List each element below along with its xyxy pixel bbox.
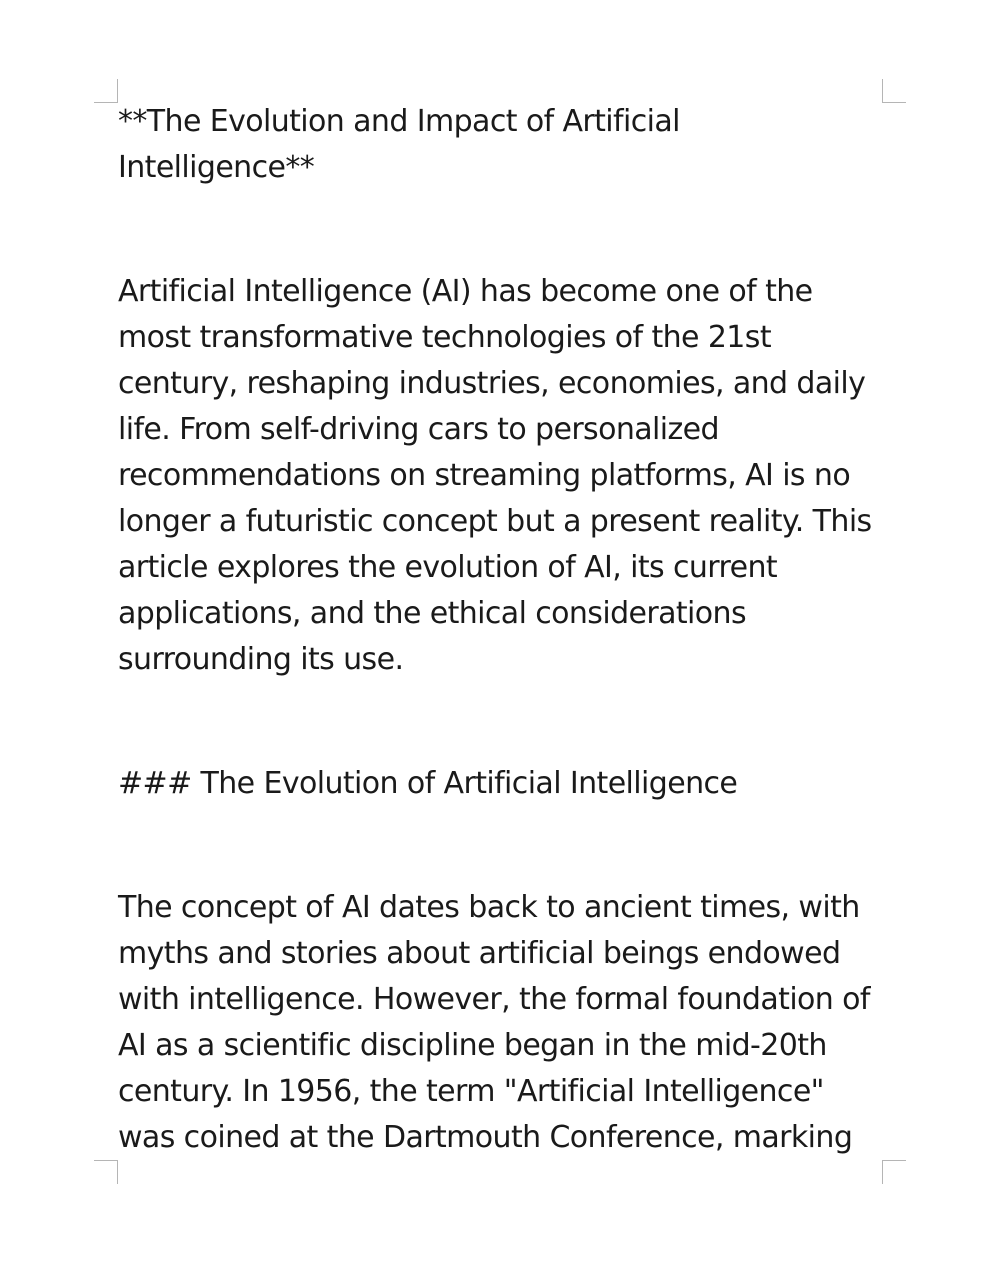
page-corner-mark-bottom-left [94, 1160, 118, 1184]
empty-paragraph [118, 191, 888, 269]
page-corner-mark-top-left [94, 79, 118, 103]
document-title: **The Evolution and Impact of Artificial Intelligence** [118, 104, 689, 185]
page-corner-mark-bottom-right [882, 1160, 906, 1184]
section-heading: ### The Evolution of Artificial Intelligence [118, 766, 738, 801]
empty-paragraph [118, 807, 888, 885]
empty-paragraph [118, 683, 888, 761]
intro-paragraph: Artificial Intelligence (AI) has become one of the most transformative technologies of the 21st century, reshaping industries, economies, and daily life. From self-driving cars to personalized recommendations on streaming platforms, AI is no longer a futuristic concept but a present reality. This article explores the evolution of AI, its current applications, and the ethical considerations surrounding its use. [118, 274, 881, 677]
section-paragraph: The concept of AI dates back to ancient times, with myths and stories about artificial beings endowed with intelligence. However, the formal foundation of AI as a scientific discipline began in the mid-20th century. In 1956, the term "Artificial Intelligence" was coined at the Dartmouth Conference, marking [118, 890, 879, 1155]
document-body[interactable] [118, 99, 888, 1161]
